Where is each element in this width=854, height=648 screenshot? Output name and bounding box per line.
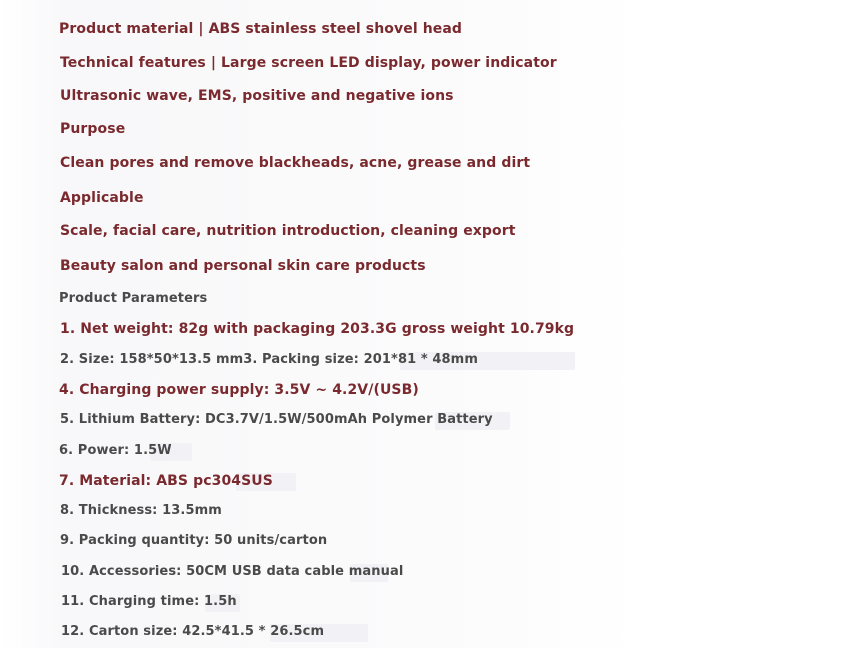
product-material-line: Product material | ABS stainless steel shovel head xyxy=(59,21,463,37)
purpose-heading: Purpose xyxy=(60,121,126,137)
param-net-weight: 1. Net weight: 82g with packaging 203.3G gross weight 10.79kg xyxy=(60,321,575,337)
param-charging-time: 11. Charging time: 1.5h xyxy=(61,594,237,609)
technical-features-line: Technical features | Large screen LED display, power indicator xyxy=(60,55,557,71)
param-size: 2. Size: 158*50*13.5 mm3. Packing size: 201*81 * 48mm xyxy=(60,352,478,367)
param-charging-power: 4. Charging power supply: 3.5V ~ 4.2V/(USB) xyxy=(59,382,419,398)
param-packing-quantity: 9. Packing quantity: 50 units/carton xyxy=(60,533,328,548)
technology-list-line: Ultrasonic wave, EMS, positive and negative ions xyxy=(60,88,454,104)
param-accessories: 10. Accessories: 50CM USB data cable manual xyxy=(61,564,404,579)
applicable-text-2: Beauty salon and personal skin care products xyxy=(60,258,426,274)
purpose-text: Clean pores and remove blackheads, acne, grease and dirt xyxy=(60,155,531,171)
param-thickness: 8. Thickness: 13.5mm xyxy=(60,503,222,518)
param-lithium-battery: 5. Lithium Battery: DC3.7V/1.5W/500mAh Polymer Battery xyxy=(60,412,493,427)
param-material: 7. Material: ABS pc304SUS xyxy=(59,473,273,489)
param-carton-size: 12. Carton size: 42.5*41.5 * 26.5cm xyxy=(61,624,325,639)
applicable-text-1: Scale, facial care, nutrition introduction, cleaning export xyxy=(60,223,516,239)
param-power: 6. Power: 1.5W xyxy=(59,443,172,458)
product-parameters-heading: Product Parameters xyxy=(59,291,208,306)
applicable-heading: Applicable xyxy=(60,190,144,206)
